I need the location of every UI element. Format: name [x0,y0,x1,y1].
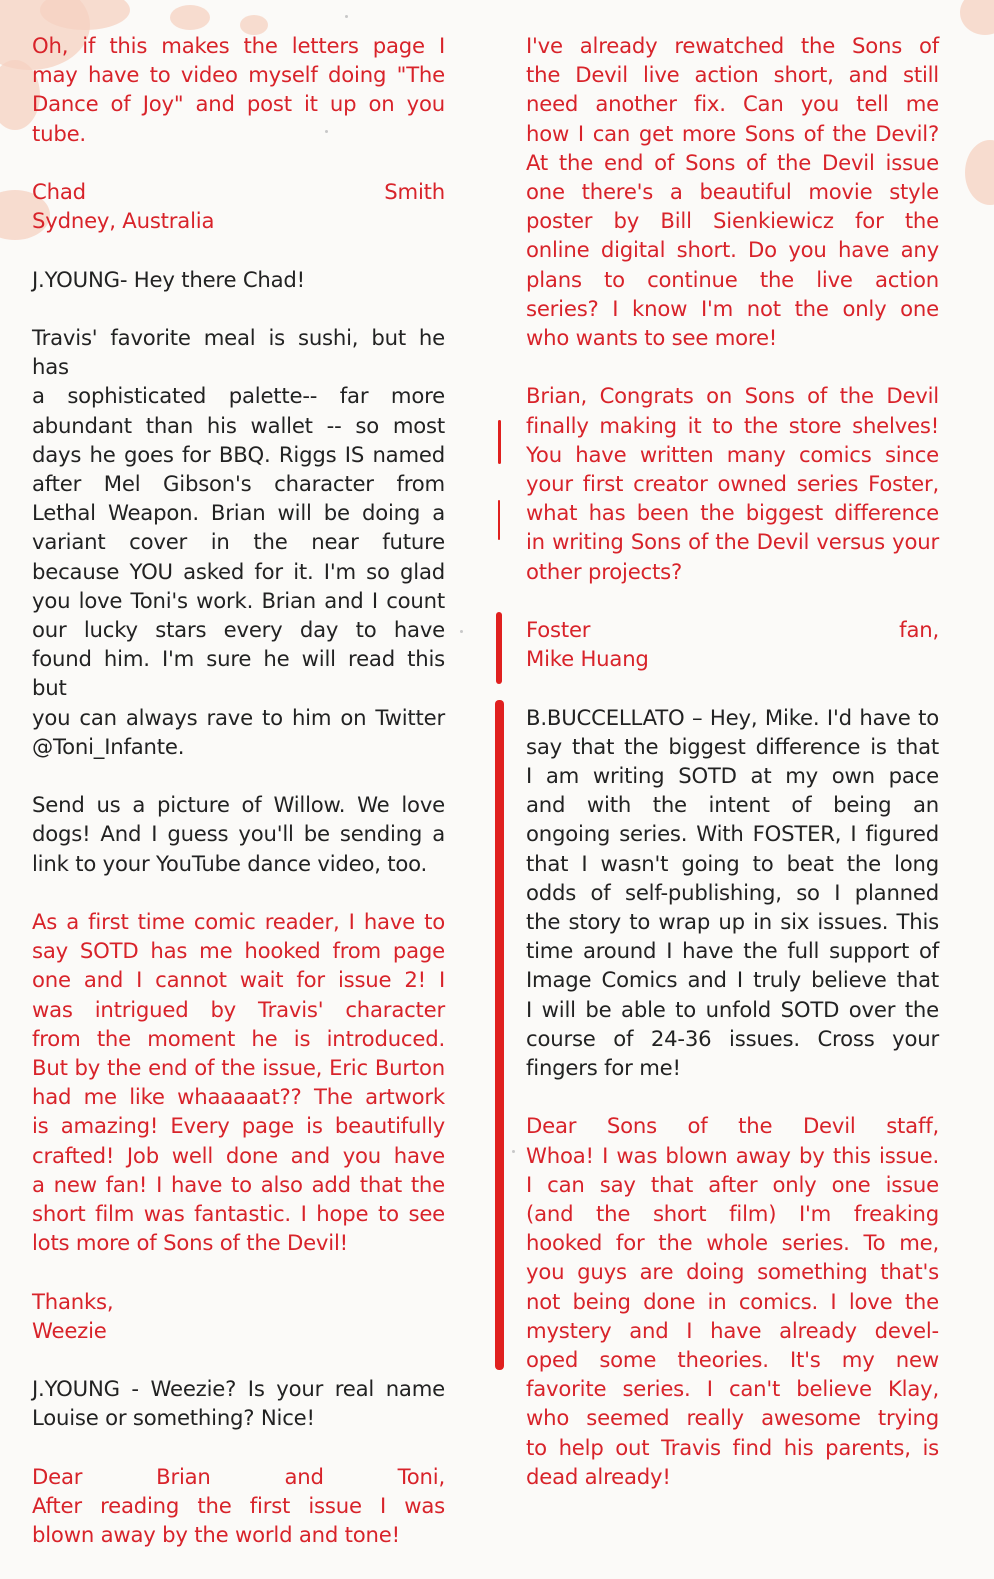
reader-letter-paragraph [32,1287,445,1345]
text-line: Chad Smith [32,179,445,204]
text-line: After reading the first issue I was [32,1493,445,1519]
text-line: is amazing! Every page is beautifully [32,1113,445,1139]
text-line: Dance of Joy" and post it up on you [32,91,445,117]
text-line: Thanks, [32,1288,114,1314]
column-divider-stroke [495,700,504,1370]
text-line: Sydney, Australia [32,208,215,234]
text-line: because YOU asked for it. I'm so glad [32,558,445,584]
column-divider-stroke [496,612,502,684]
text-line: Travis' favorite meal is sushi, but he has [32,324,445,380]
text-line: series? I know I'm not the only one [526,295,939,321]
text-line: But by the end of the issue, Eric Burton [32,1055,445,1081]
text-line: days he goes for BBQ. Riggs IS named [32,441,445,467]
column-divider-stroke [498,420,501,464]
text-line: crafted! Job well done and you have [32,1142,445,1168]
reader-letter-paragraph [32,1462,445,1550]
reader-letter-paragraph [526,31,939,352]
text-line: link to your YouTube dance video, too. [32,850,428,876]
paper-speck [512,1150,515,1153]
text-line: Oh, if this makes the letters page I [32,33,445,58]
text-line: say that the biggest difference is that [526,733,939,759]
text-line: you love Toni's work. Brian and I count [32,587,445,613]
text-line: Weezie [32,1317,107,1343]
text-line: other projects? [526,558,682,584]
text-line: from the moment he is introduced. [32,1025,445,1051]
right-column [526,31,939,1520]
text-line: fingers for me! [526,1055,681,1081]
text-line: online digital short. Do you have any [526,237,939,263]
text-line: not being done in comics. I love the [526,1288,939,1314]
text-line: As a first time comic reader, I have to [32,909,445,935]
text-line: J.YOUNG- Hey there Chad! [32,266,305,292]
text-line: and with the intent of being an [526,792,939,818]
text-line: time around I have the full support of [526,938,939,964]
text-line: you can always rave to him on Twitter [32,704,445,730]
creator-reply-paragraph [32,265,445,294]
text-line: need another fix. Can you tell me [526,91,939,117]
text-line: J.YOUNG - Weezie? Is your real name [32,1376,445,1402]
text-line: you guys are doing something that's [526,1259,939,1285]
paper-speck [460,630,463,633]
text-line: course of 24-36 issues. Cross your [526,1025,939,1051]
text-line: dead already! [526,1463,671,1489]
text-line: @Toni_Infante. [32,733,185,759]
column-divider-stroke [498,500,500,540]
text-line: variant cover in the near future [32,529,445,555]
text-line: ongoing series. With FOSTER, I figured [526,821,939,847]
text-line: odds of self-publishing, so I planned [526,879,939,905]
text-line: I am writing SOTD at my own pace [526,763,939,789]
text-line: Brian, Congrats on Sons of the Devil [526,383,939,409]
text-line: short film was fantastic. I hope to see [32,1201,445,1227]
text-line: I can say that after only one issue [526,1171,939,1197]
creator-reply-paragraph [32,323,445,761]
text-line: Mike Huang [526,646,649,672]
blood-splatter [170,5,210,30]
reader-letter-paragraph [526,615,939,673]
text-line: I will be able to unfold SOTD over the [526,996,939,1022]
text-line: a new fan! I have to also add that the [32,1171,445,1197]
text-line: that I wasn't going to beat the long [526,850,939,876]
text-line: the story to wrap up in six issues. This [526,909,939,935]
text-line: who seemed really awesome trying [526,1405,939,1431]
text-line: say SOTD has me hooked from page [32,938,445,964]
text-line: hooked for the whole series. To me, [526,1230,939,1256]
reader-letter-paragraph [32,177,445,235]
text-line: Image Comics and I truly believe that [526,967,939,993]
creator-reply-paragraph [32,1374,445,1432]
text-line: one there's a beautiful movie style [526,179,939,205]
text-line: your first creator owned series Foster, [526,471,939,497]
text-line: how I can get more Sons of the Devil? [526,120,939,146]
text-line: You have written many comics since [526,441,939,467]
text-line: one and I cannot wait for issue 2! I [32,967,445,993]
text-line: dogs! And I guess you'll be sending a [32,821,445,847]
text-line: At the end of Sons of the Devil issue [526,149,939,175]
text-line: tube. [32,120,86,146]
text-line: mystery and I have already devel- [526,1317,939,1343]
text-line: (and the short film) I'm freaking [526,1201,939,1227]
text-line: found him. I'm sure he will read this but [32,646,445,701]
text-line: finally making it to the store shelves! [526,412,939,438]
text-line: abundant than his wallet -- so most [32,412,445,438]
text-line: I've already rewatched the Sons of [526,33,939,58]
text-line: blown away by the world and tone! [32,1522,400,1548]
text-line: a sophisticated palette-- far more [32,383,445,409]
reader-letter-paragraph [526,1111,939,1491]
text-line: Dear Brian and Toni, [32,1463,445,1489]
text-line: Lethal Weapon. Brian will be doing a [32,500,445,526]
text-line: who wants to see more! [526,325,778,351]
creator-reply-paragraph [32,790,445,878]
text-line: plans to continue the live action [526,266,939,292]
text-line: lots more of Sons of the Devil! [32,1230,348,1256]
creator-reply-paragraph [526,703,939,1083]
text-line: Foster fan, [526,617,939,643]
text-line: poster by Bill Sienkiewicz for the [526,208,939,234]
paper-speck [345,15,348,18]
text-line: Send us a picture of Willow. We love [32,792,445,818]
text-line: what has been the biggest difference [526,500,939,526]
text-line: the Devil live action short, and still [526,62,939,88]
reader-letter-paragraph [32,31,445,148]
blood-splatter [965,140,994,205]
text-line: B.BUCCELLATO – Hey, Mike. I'd have to [526,704,939,730]
blood-splatter [960,0,994,35]
reader-letter-paragraph [526,381,939,585]
text-line: to help out Travis find his parents, is [526,1434,939,1460]
text-line: Dear Sons of the Devil staff, [526,1113,939,1139]
text-line: Whoa! I was blown away by this issue. [526,1142,939,1168]
text-line: was intrigued by Travis' character [32,996,445,1022]
text-line: our lucky stars every day to have [32,617,445,643]
left-column [32,31,445,1579]
text-line: may have to video myself doing "The [32,62,445,88]
text-line: after Mel Gibson's character from [32,471,445,496]
text-line: oped some theories. It's my new [526,1347,939,1373]
text-line: Louise or something? Nice! [32,1405,315,1431]
reader-letter-paragraph [32,907,445,1257]
text-line: favorite series. I can't believe Klay, [526,1376,939,1402]
text-line: in writing Sons of the Devil versus your [526,529,939,555]
text-line: had me like whaaaaat?? The artwork [32,1084,445,1110]
